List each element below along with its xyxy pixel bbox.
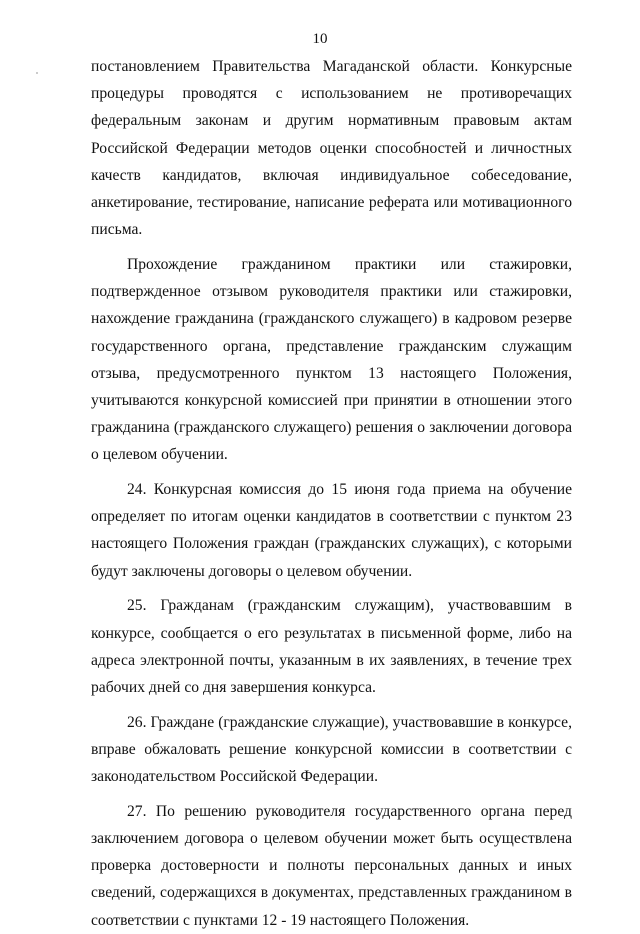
paragraph-item-27: 27. По решению руководителя государственного органа перед заключением договора о целевом обучении может быть осуществлена проверка достоверности и полноты персональных данных и иных сведений, содержащихся в документах, представленных гражданином в соответствии с пунктами 12 - 19 настоящего Положения. [91,802,572,929]
paragraph-item-26: 26. Граждане (гражданские служащие), участвовавшие в конкурсе, вправе обжаловать решение конкурсной комиссии в соответствии с законодательством Российской Федерации. [91,713,572,786]
paragraph-continuation: постановлением Правительства Магаданской области. Конкурсные процедуры проводятся с использованием не противоречащих федеральным законам и другим нормативным правовым актам Российской Федерации методов оценки способностей и личностных качеств кандидатов, включая индивидуальное собеседование, анкетирование, тестирование, написание реферата или мотивационного письма. [91,58,572,239]
paragraph-item-24: 24. Конкурсная комиссия до 15 июня года приема на обучение определяет по итогам оценки кандидатов в соответствии с пунктом 23 настоящего Положения граждан (гражданских служащих), с которыми будут заключены договоры о целевом обучении. [91,481,572,580]
scan-speck [36,72,38,74]
document-body [91,53,572,934]
page-number: 10 [312,31,328,47]
paragraph-practice: Прохождение гражданином практики или стажировки, подтвержденное отзывом руководителя практики или стажировки, нахождение гражданина (гражданского служащего) в кадровом резерве государственного органа, представление гражданским служащим отзыва, предусмотренного пунктом 13 настоящего Положения, учитываются конкурсной комиссией при принятии в отношении этого гражданина (гражданского служащего) решения о заключении договора о целевом обучении. [91,255,572,464]
paragraph-item-25: 25. Гражданам (гражданским служащим), участвовавшим в конкурсе, сообщается о его результатах в письменной форме, либо на адреса электронной почты, указанным в их заявлениях, в течение трех рабочих дней со дня завершения конкурса. [91,597,572,696]
